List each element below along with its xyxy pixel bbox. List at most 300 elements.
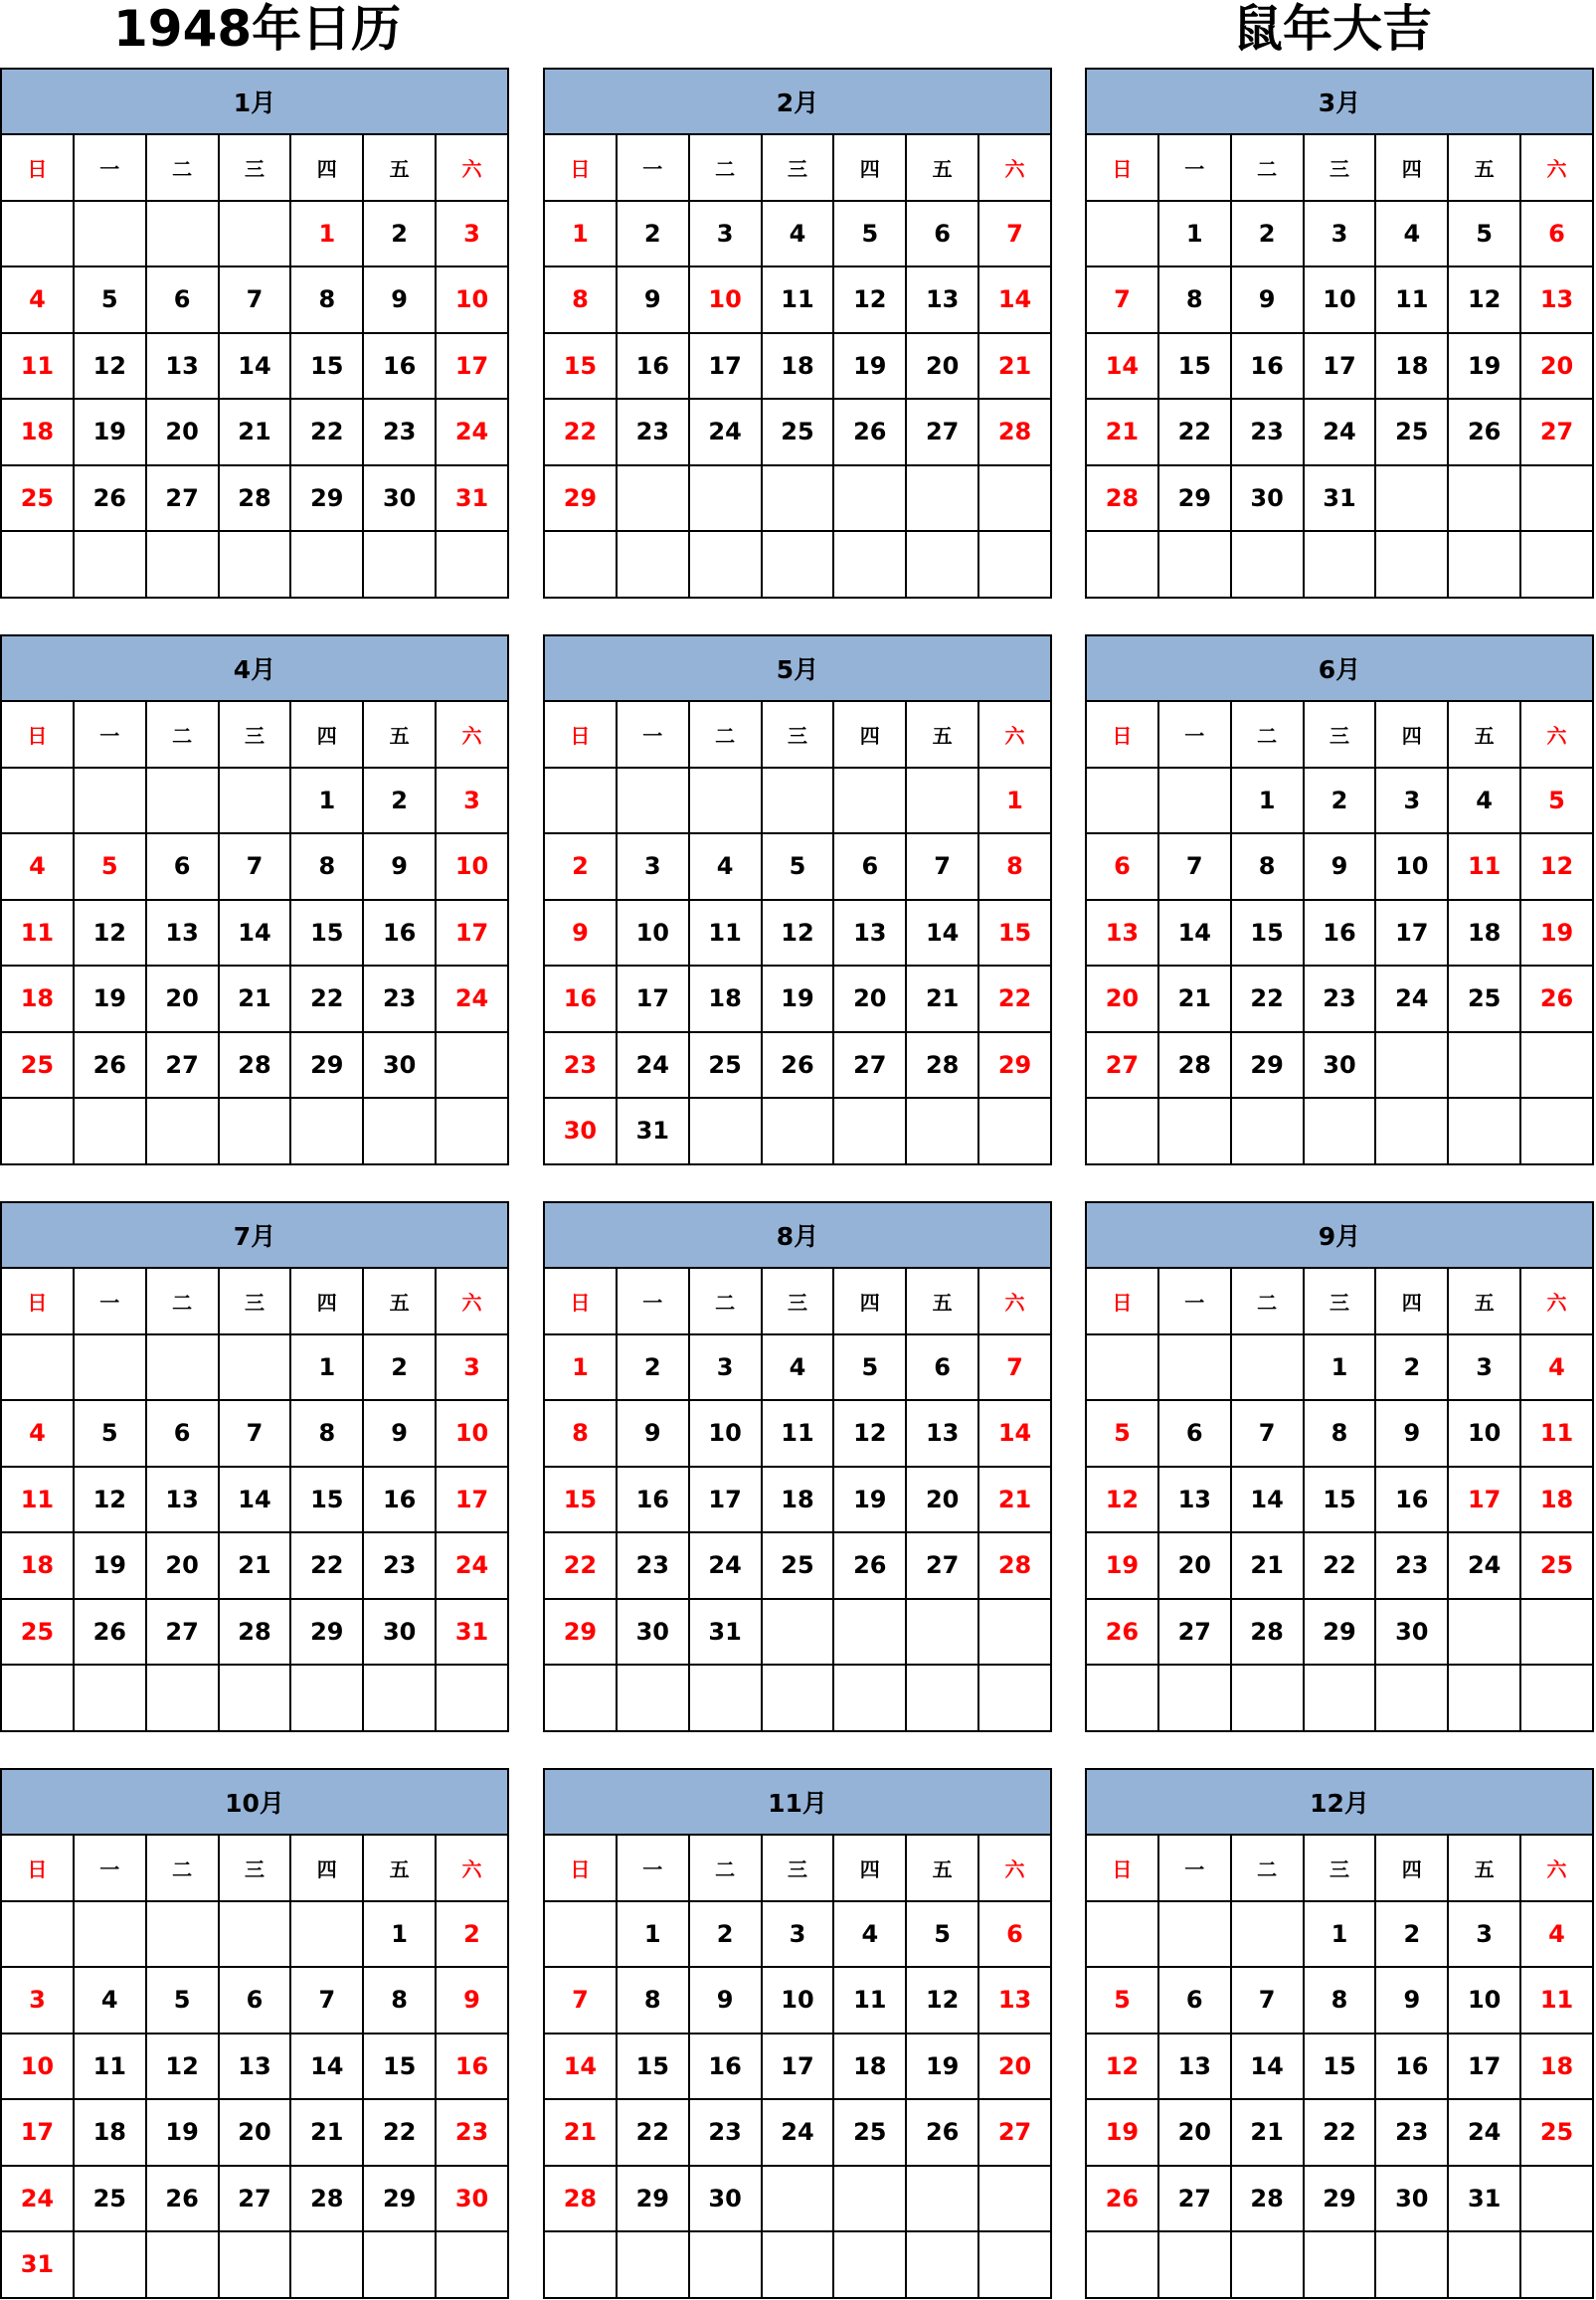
day-cell: 23 [436,2099,508,2166]
day-cell: 27 [1158,1599,1231,1666]
day-cell: 9 [1231,266,1304,333]
day-cell: 14 [219,1467,291,1533]
week-row [544,1665,1051,1731]
week-row [1,1665,508,1731]
weekday-label: 二 [689,1835,762,1901]
weekday-label: 四 [290,1268,363,1334]
weekday-label: 四 [1375,701,1448,768]
empty-cell [146,2231,219,2298]
day-cell: 1 [1158,201,1231,267]
day-cell: 23 [363,966,436,1032]
month-table [543,1201,1052,1732]
weekday-label: 二 [1231,134,1304,201]
day-cell: 19 [74,399,146,465]
empty-cell [290,531,363,598]
day-cell: 29 [290,465,363,532]
day-cell: 4 [1,833,74,900]
day-cell: 2 [617,201,689,267]
weekday-label: 三 [762,134,834,201]
empty-cell [363,2231,436,2298]
weekday-label: 三 [1304,1835,1376,1901]
week-row [1086,266,1593,333]
day-cell: 6 [219,1967,291,2034]
weekday-label: 二 [1231,1268,1304,1334]
day-cell: 13 [906,1400,978,1467]
day-cell: 26 [1448,399,1520,465]
day-cell: 9 [689,1967,762,2034]
empty-cell [689,1098,762,1164]
day-cell: 20 [1158,2099,1231,2166]
weekday-label: 五 [1448,134,1520,201]
weekday-label: 六 [978,134,1051,201]
day-cell: 11 [1,333,74,400]
day-cell: 22 [290,1532,363,1599]
day-cell: 2 [1231,201,1304,267]
day-cell: 17 [1,2099,74,2166]
day-cell: 17 [1304,333,1376,400]
day-cell: 6 [1086,833,1158,900]
empty-cell [1375,1032,1448,1099]
week-row [544,266,1051,333]
day-cell: 6 [906,201,978,267]
day-cell: 1 [978,768,1051,834]
day-cell: 8 [978,833,1051,900]
empty-cell [219,1665,291,1731]
empty-cell [906,2166,978,2232]
day-cell: 1 [363,1901,436,1968]
day-cell: 4 [689,833,762,900]
day-cell: 7 [219,833,291,900]
day-cell: 30 [689,2166,762,2232]
week-row [1086,833,1593,900]
day-cell: 2 [544,833,617,900]
weekday-label: 五 [906,1268,978,1334]
weekday-label: 日 [1,701,74,768]
day-cell: 14 [1086,333,1158,400]
empty-cell [1520,1665,1593,1731]
month-table [1085,68,1594,599]
week-row [544,1098,1051,1164]
day-cell: 16 [1304,900,1376,967]
empty-cell [1,1334,74,1401]
empty-cell [290,1665,363,1731]
day-cell: 8 [1158,266,1231,333]
week-row [544,1901,1051,1968]
day-cell: 14 [544,2034,617,2100]
empty-cell [617,2231,689,2298]
empty-cell [219,531,291,598]
day-cell: 7 [290,1967,363,2034]
empty-cell [617,768,689,834]
day-cell: 15 [978,900,1051,967]
empty-cell [1158,1665,1231,1731]
day-cell: 5 [1448,201,1520,267]
day-cell: 21 [1086,399,1158,465]
empty-cell [1304,2231,1376,2298]
day-cell: 29 [544,1599,617,1666]
weekday-label: 一 [74,1268,146,1334]
week-row [544,2034,1051,2100]
month-name: 4月 [1,635,508,701]
weekday-label: 四 [1375,134,1448,201]
empty-cell [1086,201,1158,267]
day-cell: 26 [1520,966,1593,1032]
day-cell: 30 [1375,1599,1448,1666]
day-cell: 19 [833,1467,906,1533]
day-cell: 1 [290,1334,363,1401]
day-cell: 26 [146,2166,219,2232]
day-cell: 15 [363,2034,436,2100]
day-cell: 19 [1086,1532,1158,1599]
weekday-label: 日 [544,134,617,201]
day-cell: 31 [436,465,508,532]
day-cell: 1 [544,1334,617,1401]
day-cell: 18 [1448,900,1520,967]
day-cell: 11 [1,1467,74,1533]
day-cell: 25 [74,2166,146,2232]
week-row [1,1967,508,2034]
day-cell: 3 [1448,1901,1520,1968]
week-row [1,1098,508,1164]
day-cell: 17 [617,966,689,1032]
month-name: 10月 [1,1769,508,1835]
empty-cell [833,1098,906,1164]
weekday-label: 六 [436,1835,508,1901]
weekday-label: 二 [146,1835,219,1901]
calendar-slogan: 鼠年大吉 [1233,0,1432,58]
day-cell: 21 [978,333,1051,400]
day-cell: 7 [1158,833,1231,900]
day-cell: 12 [762,900,834,967]
day-cell: 31 [1448,2166,1520,2232]
day-cell: 29 [978,1032,1051,1099]
weekday-label: 一 [617,134,689,201]
empty-cell [146,201,219,267]
week-row [1,1467,508,1533]
month-name: 6月 [1086,635,1593,701]
empty-cell [290,1901,363,1968]
day-cell: 25 [1,465,74,532]
day-cell: 18 [1,1532,74,1599]
week-row [544,900,1051,967]
month-table [1085,634,1594,1165]
empty-cell [363,1665,436,1731]
week-row [544,966,1051,1032]
empty-cell [1086,1334,1158,1401]
day-cell: 4 [1,266,74,333]
day-cell: 13 [1520,266,1593,333]
day-cell: 5 [74,1400,146,1467]
day-cell: 27 [1158,2166,1231,2232]
day-cell: 15 [290,1467,363,1533]
empty-cell [146,531,219,598]
day-cell: 5 [762,833,834,900]
month-name: 7月 [1,1202,508,1268]
day-cell: 22 [290,399,363,465]
empty-cell [906,2231,978,2298]
day-cell: 21 [1158,966,1231,1032]
weekday-label: 一 [617,1835,689,1901]
day-cell: 21 [219,1532,291,1599]
empty-cell [74,1098,146,1164]
weekday-label: 六 [978,1268,1051,1334]
weekday-label: 二 [146,701,219,768]
empty-cell [290,1098,363,1164]
day-cell: 30 [1375,2166,1448,2232]
day-cell: 23 [617,399,689,465]
day-cell: 25 [1520,1532,1593,1599]
day-cell: 16 [436,2034,508,2100]
empty-cell [1,1901,74,1968]
weekday-label: 三 [219,1835,291,1901]
day-cell: 12 [74,333,146,400]
day-cell: 15 [290,900,363,967]
weekday-label: 一 [74,134,146,201]
weekday-label: 日 [544,701,617,768]
empty-cell [436,1098,508,1164]
weekday-label: 一 [1158,1835,1231,1901]
week-row [544,1599,1051,1666]
day-cell: 25 [1,1032,74,1099]
empty-cell [74,1334,146,1401]
day-cell: 26 [906,2099,978,2166]
day-cell: 20 [1520,333,1593,400]
day-cell: 13 [146,333,219,400]
day-cell: 25 [1375,399,1448,465]
day-cell: 18 [762,1467,834,1533]
day-cell: 15 [544,333,617,400]
weekday-label: 一 [74,1835,146,1901]
week-row [544,1532,1051,1599]
day-cell: 5 [74,266,146,333]
day-cell: 26 [762,1032,834,1099]
day-cell: 13 [146,900,219,967]
weekday-label: 三 [762,1268,834,1334]
day-cell: 4 [762,1334,834,1401]
day-cell: 24 [1,2166,74,2232]
empty-cell [1086,531,1158,598]
empty-cell [1375,1665,1448,1731]
day-cell: 18 [833,2034,906,2100]
week-row [1,768,508,834]
day-cell: 10 [436,833,508,900]
week-row [1086,768,1593,834]
empty-cell [1,768,74,834]
weekday-label: 五 [1448,701,1520,768]
day-cell: 17 [436,1467,508,1533]
month-name: 9月 [1086,1202,1593,1268]
day-cell: 23 [689,2099,762,2166]
day-cell: 23 [617,1532,689,1599]
day-cell: 1 [290,201,363,267]
day-cell: 8 [1304,1967,1376,2034]
empty-cell [1086,1098,1158,1164]
day-cell: 6 [146,833,219,900]
week-row [544,833,1051,900]
weekday-label: 六 [1520,1268,1593,1334]
day-cell: 13 [219,2034,291,2100]
empty-cell [1,1665,74,1731]
empty-cell [689,531,762,598]
day-cell: 22 [363,2099,436,2166]
day-cell: 18 [1375,333,1448,400]
empty-cell [1086,1665,1158,1731]
week-row [1086,1665,1593,1731]
day-cell: 10 [1448,1967,1520,2034]
weekday-label: 二 [1231,701,1304,768]
empty-cell [1448,465,1520,532]
week-row [544,1967,1051,2034]
empty-cell [1520,465,1593,532]
empty-cell [74,1901,146,1968]
day-cell: 24 [1448,1532,1520,1599]
day-cell: 24 [436,966,508,1032]
day-cell: 12 [833,266,906,333]
day-cell: 27 [146,465,219,532]
day-cell: 24 [689,1532,762,1599]
empty-cell [436,2231,508,2298]
empty-cell [1375,1098,1448,1164]
empty-cell [1158,1901,1231,1968]
day-cell: 10 [1304,266,1376,333]
week-row [1086,465,1593,532]
day-cell: 16 [1375,1467,1448,1533]
day-cell: 26 [1086,2166,1158,2232]
day-cell: 22 [290,966,363,1032]
day-cell: 8 [363,1967,436,2034]
day-cell: 4 [1,1400,74,1467]
empty-cell [978,531,1051,598]
day-cell: 13 [1158,1467,1231,1533]
week-row [1086,966,1593,1032]
day-cell: 25 [833,2099,906,2166]
day-cell: 5 [1520,768,1593,834]
day-cell: 26 [1086,1599,1158,1666]
empty-cell [617,531,689,598]
day-cell: 25 [762,399,834,465]
week-row [1086,1967,1593,2034]
day-cell: 5 [74,833,146,900]
day-cell: 24 [436,399,508,465]
day-cell: 28 [1231,2166,1304,2232]
day-cell: 22 [1304,1532,1376,1599]
month-table [1085,1201,1594,1732]
day-cell: 30 [363,1599,436,1666]
weekday-label: 六 [1520,134,1593,201]
empty-cell [219,1901,291,1968]
weekday-label: 三 [1304,701,1376,768]
day-cell: 8 [290,1400,363,1467]
day-cell: 21 [290,2099,363,2166]
day-cell: 21 [219,966,291,1032]
day-cell: 28 [290,2166,363,2232]
empty-cell [1231,1098,1304,1164]
day-cell: 13 [1158,2034,1231,2100]
empty-cell [833,2231,906,2298]
weekday-label: 一 [617,1268,689,1334]
day-cell: 6 [833,833,906,900]
day-cell: 3 [436,201,508,267]
day-cell: 27 [146,1032,219,1099]
day-cell: 1 [1304,1334,1376,1401]
day-cell: 20 [833,966,906,1032]
week-row [544,768,1051,834]
week-row [1086,1400,1593,1467]
day-cell: 14 [978,1400,1051,1467]
day-cell: 16 [689,2034,762,2100]
day-cell: 10 [436,266,508,333]
day-cell: 13 [146,1467,219,1533]
week-row [544,2099,1051,2166]
day-cell: 15 [544,1467,617,1533]
day-cell: 9 [436,1967,508,2034]
day-cell: 18 [1,966,74,1032]
week-row [1,966,508,1032]
day-cell: 28 [1158,1032,1231,1099]
week-row [1,531,508,598]
empty-cell [544,1665,617,1731]
day-cell: 22 [617,2099,689,2166]
empty-cell [1158,768,1231,834]
day-cell: 22 [1304,2099,1376,2166]
day-cell: 23 [1375,1532,1448,1599]
weekday-label: 四 [833,1268,906,1334]
day-cell: 11 [689,900,762,967]
day-cell: 13 [906,266,978,333]
day-cell: 24 [1448,2099,1520,2166]
day-cell: 28 [1231,1599,1304,1666]
month-name: 12月 [1086,1769,1593,1835]
empty-cell [74,531,146,598]
day-cell: 16 [1375,2034,1448,2100]
empty-cell [1231,1665,1304,1731]
empty-cell [1520,1098,1593,1164]
week-row [1086,2166,1593,2232]
empty-cell [762,1599,834,1666]
month-name: 11月 [544,1769,1051,1835]
empty-cell [219,2231,291,2298]
day-cell: 1 [544,201,617,267]
day-cell: 20 [906,1467,978,1533]
day-cell: 23 [544,1032,617,1099]
empty-cell [1158,2231,1231,2298]
day-cell: 6 [978,1901,1051,1968]
weekday-label: 日 [1086,1268,1158,1334]
day-cell: 16 [617,1467,689,1533]
day-cell: 25 [1520,2099,1593,2166]
day-cell: 31 [1304,465,1376,532]
day-cell: 11 [1448,833,1520,900]
empty-cell [1158,1334,1231,1401]
day-cell: 14 [290,2034,363,2100]
weekday-label: 五 [363,134,436,201]
day-cell: 4 [762,201,834,267]
day-cell: 30 [363,465,436,532]
day-cell: 1 [290,768,363,834]
day-cell: 5 [906,1901,978,1968]
week-row [544,2231,1051,2298]
empty-cell [1448,1665,1520,1731]
empty-cell [1231,2231,1304,2298]
empty-cell [833,465,906,532]
empty-cell [617,1665,689,1731]
weekday-label: 四 [1375,1268,1448,1334]
empty-cell [1304,1665,1376,1731]
day-cell: 21 [1231,1532,1304,1599]
empty-cell [436,1032,508,1099]
weekday-label: 五 [363,1835,436,1901]
day-cell: 10 [689,1400,762,1467]
